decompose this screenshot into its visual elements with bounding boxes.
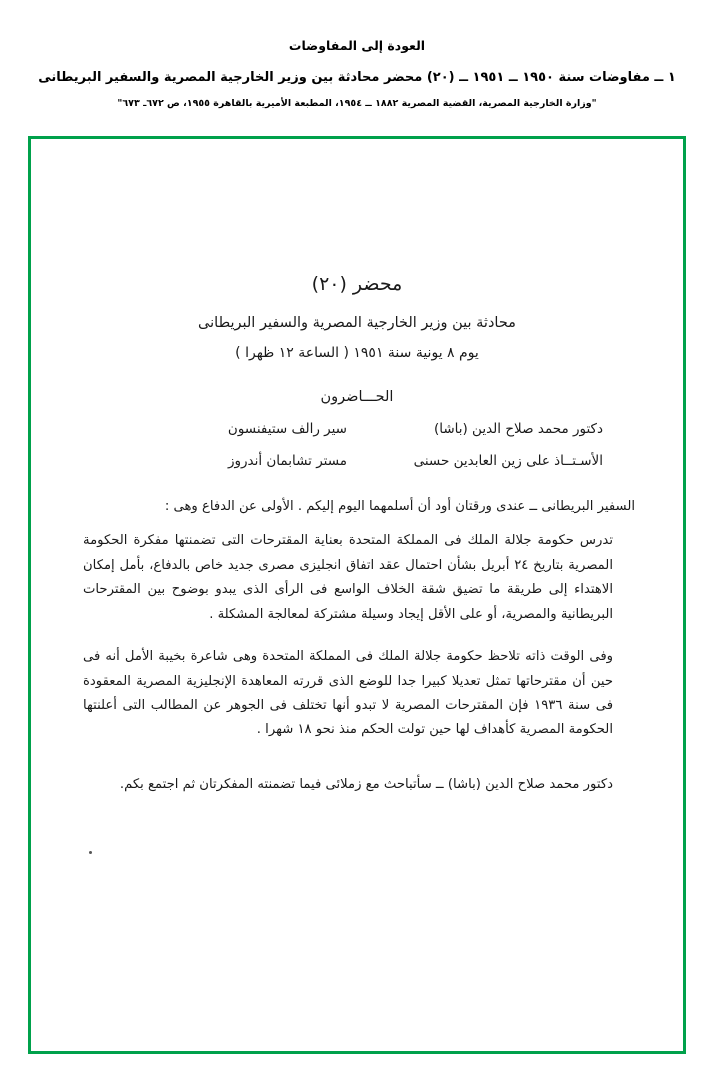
page-source-citation: "وزارة الخارجية المصرية، القضية المصرية ١٨٨٢ ــ ١٩٥٤، المطبعة الأميرية بالقاهرة ١٩٥٥، ص ٦٧٢ـ ٦٧٣" <box>117 98 597 110</box>
paragraph-defence-note-1: تدرس حكومة جلالة الملك فى المملكة المتحدة بعناية المقترحات التى تضمنتها مفكرة الحكومة المصرية بتاريخ ٢٤ أبريل بشأن احتمال عقد اتفاق انجليزى مصرى جديد خاص بالدفاع، بأمل إمكان الاهتداء إلى طريقة ما تضيق شقة الخلاف الواسع فى الرأى الذى يبدو بوضوح بين المقترحات البريطانية والمصرية، أو على الأقل إيجاد وسيلة مشتركة لمعالجة المشكلة . <box>83 533 613 622</box>
document-frame <box>28 136 686 1054</box>
scan-speck <box>89 851 92 854</box>
attendee-name-egyptian-1: دكتور محمد صلاح الدين (باشا) <box>433 421 603 437</box>
attendee-row <box>75 421 639 437</box>
attendees-heading: الحـــاضرون <box>320 389 394 405</box>
page-subtitle: ١ ــ مفاوضات سنة ١٩٥٠ ــ ١٩٥١ ــ (٢٠) محضر محادثة بين وزير الخارجية المصرية والسفير البريطانى <box>38 70 676 86</box>
minutes-subtitle-line-2: يوم ٨ يونية سنة ١٩٥١ ( الساعة ١٢ ظهرا ) <box>235 345 479 361</box>
minutes-subtitle-line-1: محادثة بين وزير الخارجية المصرية والسفير البريطانى <box>198 315 516 331</box>
attendee-row <box>75 453 639 469</box>
page-title: العودة إلى المفاوضات <box>288 38 426 53</box>
document-body <box>31 139 683 1051</box>
page-header <box>0 0 714 110</box>
minutes-number: محضر (٢٠) <box>311 273 403 295</box>
attendee-name-british-2: مستر تشابمان أندروز <box>227 453 347 469</box>
paragraph-defence-note-2: وفى الوقت ذاته تلاحظ حكومة جلالة الملك فى المملكة المتحدة وهى شاعرة بخيبة الأمل أنه فى حين أن مقترحاتها تمثل تعديلا كبيرا جدا للوضع الذى قررته المعاهدة الإنجليزية المصرية المعقودة فى سنة ١٩٣٦ فإن المقترحات المصرية لا تبدو أنها تختلف فى الجوهر عن المطالب التى أعلنتها الحكومة المصرية كأهداف لها حين تولت الحكم منذ نحو ١٨ شهرا . <box>83 649 614 738</box>
attendee-name-british-1: سير رالف ستيفنسون <box>227 421 347 437</box>
attendee-name-egyptian-2: الأسـتــاذ على زين العابدين حسنى <box>413 453 603 469</box>
paragraph-salah-el-din-reply: دكتور محمد صلاح الدين (باشا) ــ سأتباحث مع زملائى فيما تضمنته المفكرتان ثم اجتمع بكم. <box>119 776 613 792</box>
paragraph-british-ambassador-intro: السفير البريطانى ــ عندى ورقتان أود أن أسلمهما اليوم إليكم . الأولى عن الدفاع وهى : <box>164 499 635 514</box>
